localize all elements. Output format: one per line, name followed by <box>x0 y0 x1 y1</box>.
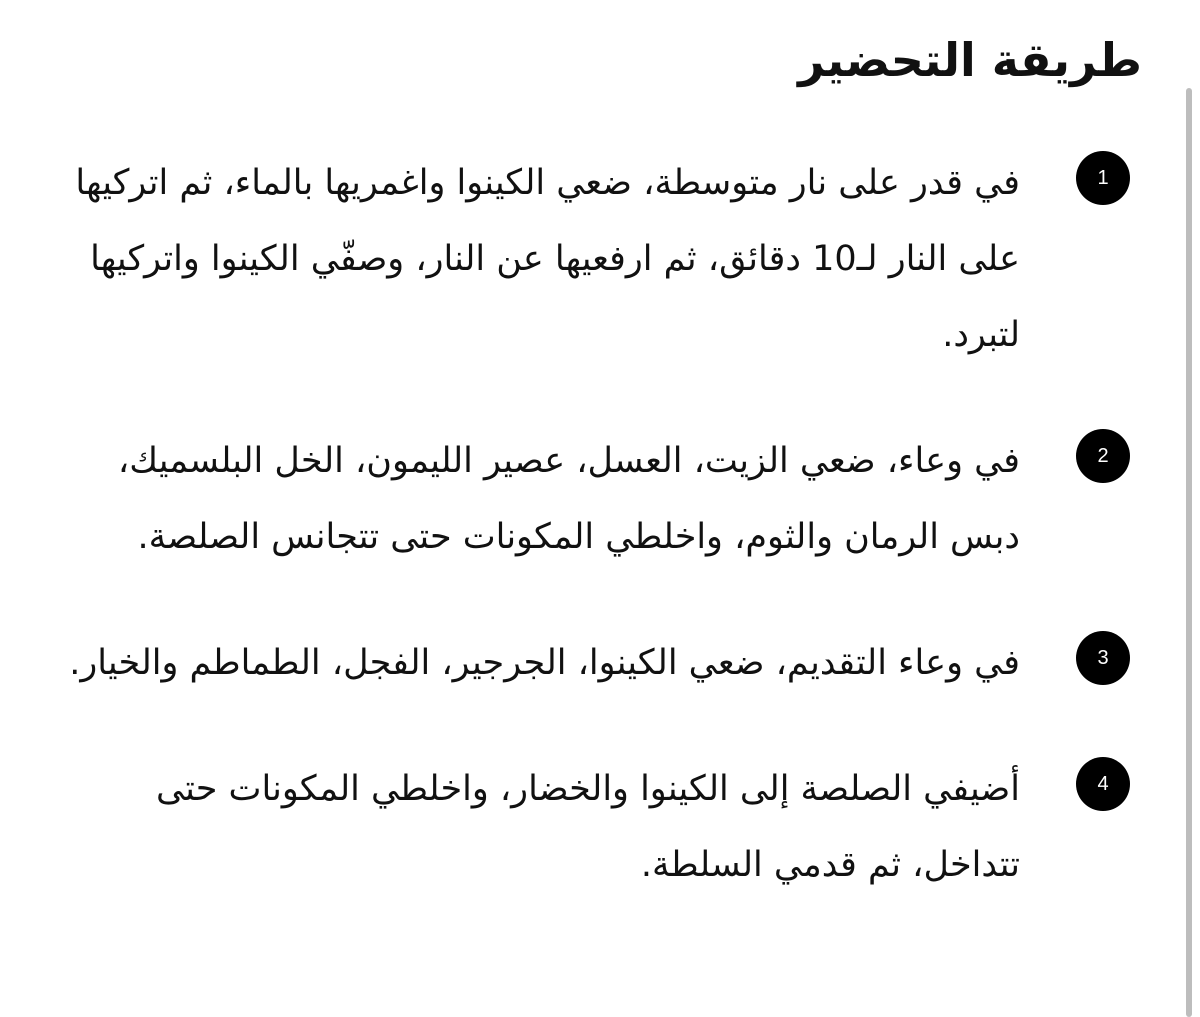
step-number-badge: 2 <box>1076 429 1130 483</box>
step-text: في قدر على نار متوسطة، ضعي الكينوا واغمريها بالماء، ثم اتركيها على النار لـ10 دقائق، ثم ارفعيها عن النار، وصفّي الكينوا واتركيها لتبرد. <box>75 163 1020 355</box>
preparation-steps-list <box>50 145 1130 953</box>
step-text: في وعاء التقديم، ضعي الكينوا، الجرجير، الفجل، الطماطم والخيار. <box>69 643 1020 683</box>
step-number-badge: 4 <box>1076 757 1130 811</box>
scrollbar-thumb[interactable] <box>1186 88 1192 1017</box>
section-title: طريقة التحضير <box>798 33 1142 87</box>
list-item <box>50 751 1130 903</box>
list-item <box>50 145 1130 373</box>
list-item <box>50 625 1130 701</box>
list-item <box>50 423 1130 575</box>
step-number-badge: 1 <box>1076 151 1130 205</box>
step-text: أضيفي الصلصة إلى الكينوا والخضار، واخلطي المكونات حتى تتداخل، ثم قدمي السلطة. <box>156 769 1020 885</box>
scrollbar[interactable] <box>1180 0 1200 1017</box>
step-text: في وعاء، ضعي الزيت، العسل، عصير الليمون، الخل البلسميك، دبس الرمان والثوم، واخلطي المكونات حتى تتجانس الصلصة. <box>117 441 1020 557</box>
step-number-badge: 3 <box>1076 631 1130 685</box>
